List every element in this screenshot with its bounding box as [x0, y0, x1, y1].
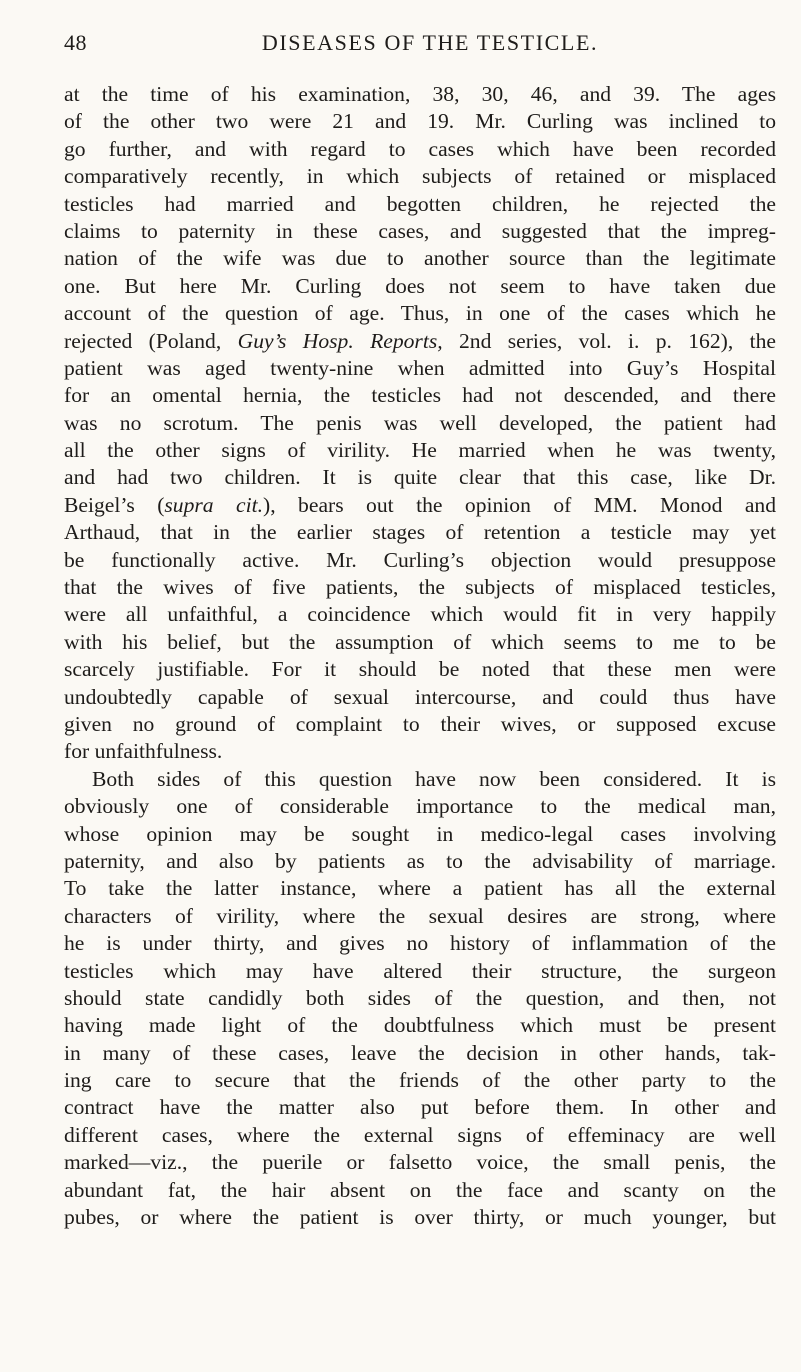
text-line: claims to paternity in these cases, and suggested that the impreg- — [64, 218, 776, 243]
text-segment: Beigel’s ( — [64, 492, 165, 517]
text-line: characters of virility, where the sexual desires are strong, where — [64, 903, 776, 928]
text-line: were all unfaithful, a coincidence which would fit in very happily — [64, 602, 776, 627]
text-segment: 2nd series, vol. i. p. 162), the — [442, 328, 776, 353]
text-line: contract have the matter also put before them. In other and — [64, 1095, 776, 1120]
text-line: that the wives of five patients, the subjects of misplaced testicles, — [64, 575, 776, 600]
text-line: whose opinion may be sought in medico-legal cases involving — [64, 821, 776, 846]
text-line: different cases, where the external signs of effeminacy are well — [64, 1122, 776, 1147]
text-line: given no ground of complaint to their wives, or supposed excuse — [64, 711, 776, 736]
text-line: for an omental hernia, the testicles had not descended, and there — [64, 383, 776, 408]
text-segment: ), bears out the opinion of MM. Monod and — [263, 492, 776, 517]
text-line: having made light of the doubtfulness which must be present — [64, 1013, 776, 1038]
text-line: To take the latter instance, where a patient has all the external — [64, 876, 776, 901]
text-line: testicles had married and begotten children, he rejected the — [64, 191, 776, 216]
text-line: and had two children. It is quite clear that this case, like Dr. — [64, 465, 776, 490]
text-line: should state candidly both sides of the question, and then, not — [64, 985, 776, 1010]
citation-italic: Guy’s Hosp. Reports, — [237, 328, 443, 353]
text-line: in many of these cases, leave the decision in other hands, tak- — [64, 1040, 776, 1065]
citation-italic: supra cit. — [164, 492, 264, 517]
text-line: with his belief, but the assumption of which seems to me to be — [64, 629, 776, 654]
text-line: he is under thirty, and gives no history of inflammation of the — [64, 931, 776, 956]
text-line: of the other two were 21 and 19. Mr. Curling was inclined to — [64, 109, 776, 134]
text-line: nation of the wife was due to another source than the legitimate — [64, 246, 776, 271]
paragraph-1 — [64, 81, 776, 766]
text-line: paternity, and also by patients as to the advisability of marriage. — [64, 848, 776, 873]
text-line-citation — [64, 328, 776, 355]
text-line: pubes, or where the patient is over thirty, or much younger, but — [64, 1205, 776, 1230]
body-text — [64, 81, 776, 1231]
text-line: marked—viz., the puerile or falsetto voice, the small penis, the — [64, 1150, 776, 1175]
running-head — [64, 30, 776, 60]
text-line: one. But here Mr. Curling does not seem to have taken due — [64, 273, 776, 298]
text-line: abundant fat, the hair absent on the face and scanty on the — [64, 1177, 776, 1202]
text-line: all the other signs of virility. He married when he was twenty, — [64, 438, 776, 463]
text-line: scarcely justifiable. For it should be noted that these men were — [64, 657, 776, 682]
text-line: comparatively recently, in which subjects of retained or misplaced — [64, 164, 776, 189]
text-line-citation — [64, 492, 776, 519]
text-line: ing care to secure that the friends of the other party to the — [64, 1068, 776, 1093]
text-line: was no scrotum. The penis was well developed, the patient had — [64, 410, 776, 435]
text-segment: rejected (Poland, — [64, 328, 238, 353]
paragraph-2 — [64, 766, 776, 1232]
text-line: Arthaud, that in the earlier stages of retention a testicle may yet — [64, 520, 776, 545]
text-line: undoubtedly capable of sexual intercourse, and could thus have — [64, 684, 776, 709]
text-line: testicles which may have altered their structure, the surgeon — [64, 958, 776, 983]
text-line: patient was aged twenty-nine when admitted into Guy’s Hospital — [64, 355, 776, 380]
text-line: go further, and with regard to cases which have been recorded — [64, 136, 776, 161]
text-line: obviously one of considerable importance to the medical man, — [64, 794, 776, 819]
text-line: be functionally active. Mr. Curling’s objection would presuppose — [64, 547, 776, 572]
text-line: Both sides of this question have now been considered. It is — [92, 766, 776, 791]
text-line: at the time of his examination, 38, 30, 46, and 39. The ages — [64, 82, 776, 106]
page-number: 48 — [64, 30, 87, 55]
text-line: account of the question of age. Thus, in one of the cases which he — [64, 301, 776, 326]
page-title: DISEASES OF THE TESTICLE. — [261, 30, 599, 55]
text-line: for unfaithfulness. — [64, 739, 223, 764]
